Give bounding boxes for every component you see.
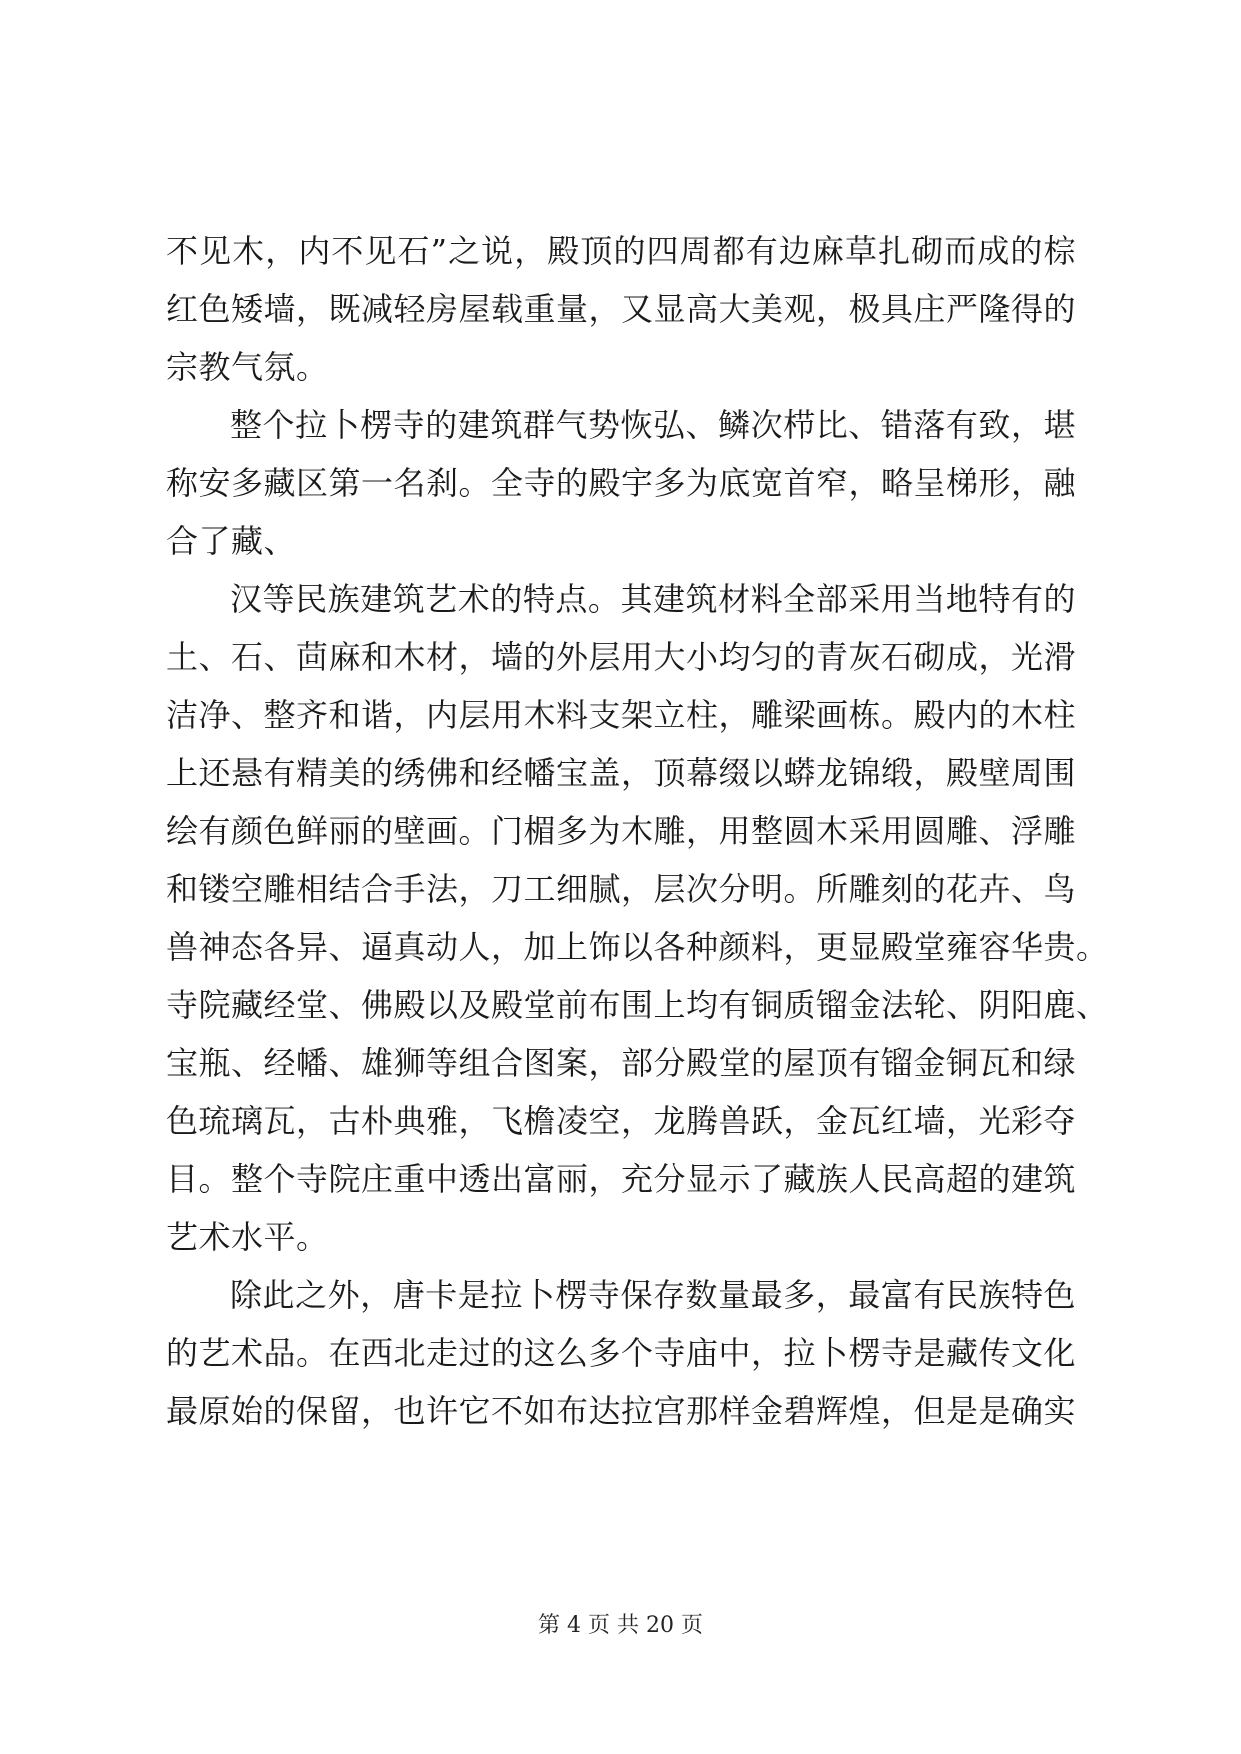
text-line: 不见木，内不见石”之说，殿顶的四周都有边麻草扎砌而成的棕 — [166, 232, 1076, 270]
text-line: 寺院藏经堂、佛殿以及殿堂前布围上均有铜质镏金法轮、阴阳鹿、 — [166, 986, 1109, 1024]
page-number: 第 4 页 共 20 页 — [538, 1613, 703, 1638]
text-line: 整个拉卜楞寺的建筑群气势恢弘、鳞次栉比、错落有致，堪 — [230, 406, 1076, 444]
text-line: 目。整个寺院庄重中透出富丽，充分显示了藏族人民高超的建筑 — [166, 1160, 1077, 1198]
text-line: 色琉璃瓦，古朴典雅，飞檐凌空，龙腾兽跃，金瓦红墙，光彩夺 — [166, 1102, 1077, 1140]
text-line: 最原始的保留，也许它不如布达拉宫那样金碧辉煌，但是是确实 — [166, 1392, 1077, 1430]
text-line: 洁净、整齐和谐，内层用木料支架立柱，雕梁画栋。殿内的木柱 — [166, 696, 1077, 734]
text-line: 绘有颜色鲜丽的壁画。门楣多为木雕，用整圆木采用圆雕、浮雕 — [166, 812, 1077, 850]
text-line: 合了藏、 — [166, 522, 297, 560]
text-line: 兽神态各异、逼真动人，加上饰以各种颜料，更显殿堂雍容华贵。 — [166, 928, 1109, 966]
text-line: 汉等民族建筑艺术的特点。其建筑材料全部采用当地特有的 — [230, 580, 1076, 618]
text-line: 和镂空雕相结合手法，刀工细腻，层次分明。所雕刻的花卉、鸟 — [166, 870, 1077, 908]
paragraph-2 — [166, 396, 1076, 570]
text-line: 称安多藏区第一名刹。全寺的殿宇多为底宽首窄，略呈梯形，融 — [166, 464, 1077, 502]
text-line: 红色矮墙，既减轻房屋载重量，又显高大美观，极具庄严隆得的 — [166, 290, 1077, 328]
text-line: 宗教气氛。 — [166, 348, 329, 386]
paragraph-3 — [166, 570, 1109, 1266]
paragraph-1 — [166, 222, 1076, 396]
text-line: 除此之外，唐卡是拉卜楞寺保存数量最多，最富有民族特色 — [230, 1276, 1076, 1314]
text-line: 宝瓶、经幡、雄狮等组合图案，部分殿堂的屋顶有镏金铜瓦和绿 — [166, 1044, 1077, 1082]
text-line: 土、石、茴麻和木材，墙的外层用大小均匀的青灰石砌成，光滑 — [166, 638, 1077, 676]
text-line: 上还悬有精美的绣佛和经幡宝盖，顶幕缀以蟒龙锦缎，殿壁周围 — [166, 754, 1077, 792]
paragraph-4 — [166, 1266, 1076, 1440]
text-line: 的艺术品。在西北走过的这么多个寺庙中，拉卜楞寺是藏传文化 — [166, 1334, 1077, 1372]
text-line: 艺术水平。 — [166, 1218, 329, 1256]
body-text — [166, 222, 1109, 1440]
